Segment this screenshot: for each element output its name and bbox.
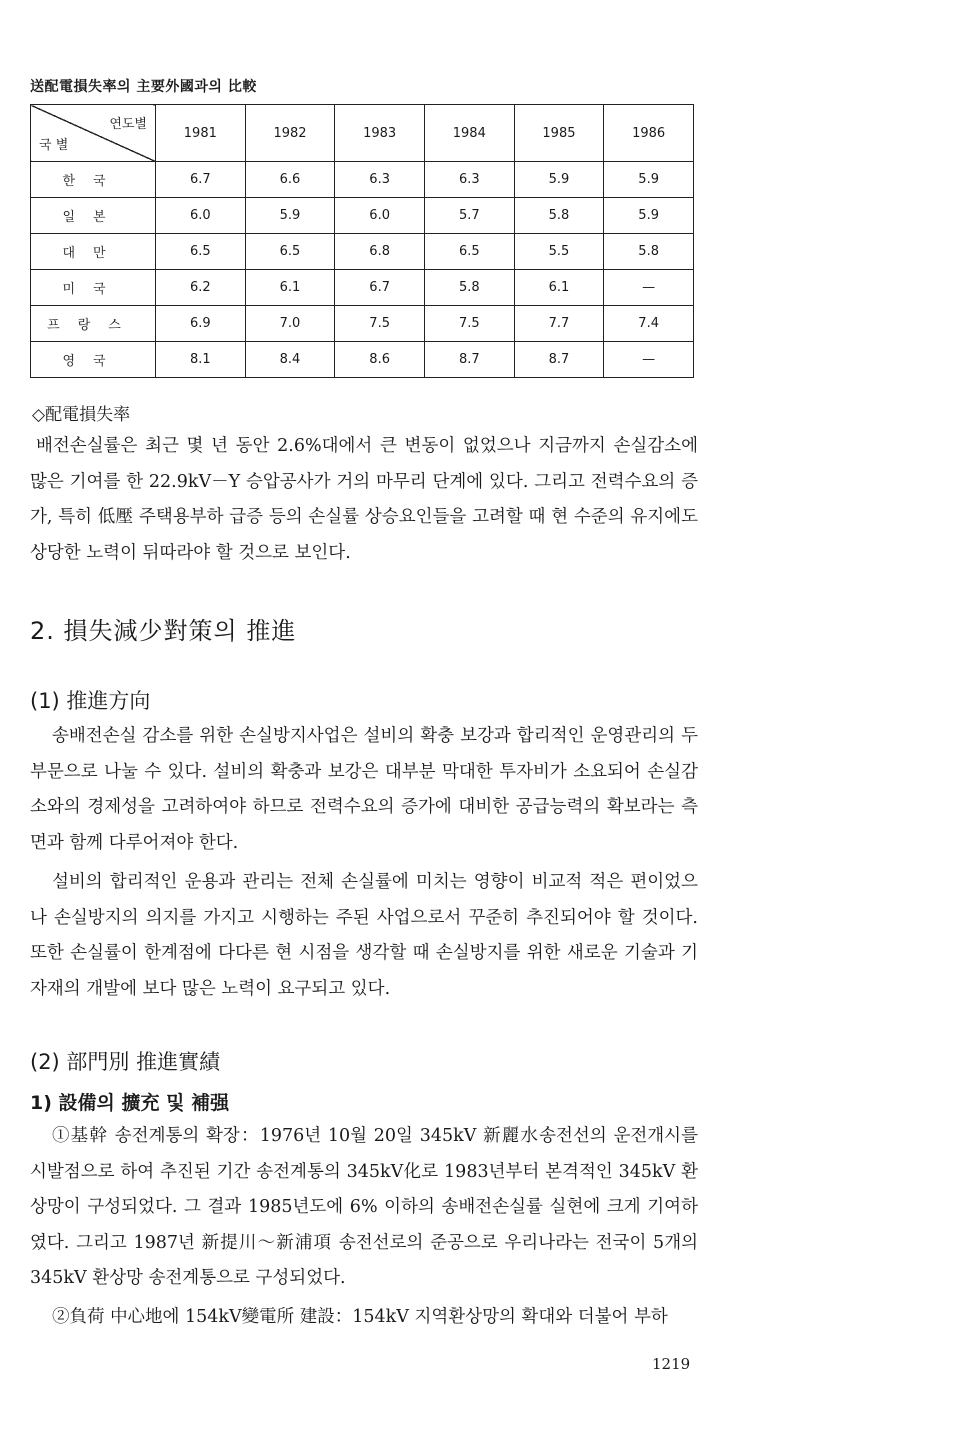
value-cell: 5.8 bbox=[514, 198, 604, 234]
value-cell: 6.7 bbox=[156, 162, 246, 198]
distribution-loss-subheading: ◇配電損失率 bbox=[32, 405, 131, 425]
value-cell: 5.9 bbox=[604, 162, 694, 198]
table-row bbox=[31, 342, 694, 378]
table-row bbox=[31, 198, 694, 234]
country-cell: 대만 bbox=[31, 234, 156, 270]
year-axis-label: 연도별 bbox=[109, 117, 147, 132]
value-cell: 7.5 bbox=[424, 306, 514, 342]
table-row bbox=[31, 234, 694, 270]
value-cell: 8.6 bbox=[335, 342, 425, 378]
value-cell: 8.1 bbox=[156, 342, 246, 378]
value-cell: 6.9 bbox=[156, 306, 246, 342]
value-cell: 6.5 bbox=[424, 234, 514, 270]
value-cell: 6.2 bbox=[156, 270, 246, 306]
value-cell: 6.5 bbox=[245, 234, 335, 270]
subsection-heading: (2) 部門別 推進實績 bbox=[30, 1050, 221, 1074]
value-cell: 6.1 bbox=[514, 270, 604, 306]
page-number: 1219 bbox=[652, 1355, 691, 1373]
year-header: 1982 bbox=[245, 105, 335, 162]
value-cell: — bbox=[604, 270, 694, 306]
country-cell: 일본 bbox=[31, 198, 156, 234]
value-cell: 8.7 bbox=[514, 342, 604, 378]
table-row bbox=[31, 270, 694, 306]
value-cell: 6.5 bbox=[156, 234, 246, 270]
year-header: 1985 bbox=[514, 105, 604, 162]
table-caption: 送配電損失率의 主要外國과의 比較 bbox=[30, 79, 257, 95]
value-cell: 8.7 bbox=[424, 342, 514, 378]
value-cell: 6.0 bbox=[156, 198, 246, 234]
value-cell: 5.9 bbox=[604, 198, 694, 234]
value-cell: 5.8 bbox=[424, 270, 514, 306]
country-cell: 영국 bbox=[31, 342, 156, 378]
value-cell: 5.9 bbox=[245, 198, 335, 234]
value-cell: 7.4 bbox=[604, 306, 694, 342]
value-cell: 7.5 bbox=[335, 306, 425, 342]
value-cell: 6.6 bbox=[245, 162, 335, 198]
year-header: 1984 bbox=[424, 105, 514, 162]
loss-rate-comparison-table bbox=[30, 104, 694, 378]
country-cell: 한국 bbox=[31, 162, 156, 198]
table-header-row bbox=[31, 105, 694, 162]
country-axis-label: 국 별 bbox=[39, 138, 69, 153]
table-row bbox=[31, 162, 694, 198]
value-cell: 5.9 bbox=[514, 162, 604, 198]
value-cell: 5.7 bbox=[424, 198, 514, 234]
value-cell: 6.3 bbox=[335, 162, 425, 198]
value-cell: 7.0 bbox=[245, 306, 335, 342]
value-cell: 6.3 bbox=[424, 162, 514, 198]
substation-paragraph: ②負荷 中心地에 154kV變電所 建設：154kV 지역환상망의 확대와 더불어 부하 bbox=[52, 1307, 668, 1327]
value-cell: 8.4 bbox=[245, 342, 335, 378]
value-cell: — bbox=[604, 342, 694, 378]
subsection-heading: (1) 推進方向 bbox=[30, 689, 151, 713]
value-cell: 7.7 bbox=[514, 306, 604, 342]
value-cell: 6.1 bbox=[245, 270, 335, 306]
country-cell: 미국 bbox=[31, 270, 156, 306]
year-header: 1986 bbox=[604, 105, 694, 162]
section-heading: 2. 損失減少對策의 推進 bbox=[30, 617, 297, 645]
promotion-direction-paragraph: 송배전손실 감소를 위한 손실방지사업은 설비의 확충 보강과 합리적인 운영관리의 두 부문으로 나눌 수 있다. 설비의 확충과 보강은 대부분 막대한 투자비가 소요되어 손실감소와의 경제성을 고려하여야 하므로 전력수요의 증가에 대비한 공급능력의 확보라는 측면과 함께 다루어져야 한다. bbox=[30, 726, 698, 853]
year-header: 1981 bbox=[156, 105, 246, 162]
year-header: 1983 bbox=[335, 105, 425, 162]
distribution-loss-paragraph: 배전손실률은 최근 몇 년 동안 2.6%대에서 큰 변동이 없었으나 지금까지 손실감소에 많은 기여를 한 22.9kV－Y 승압공사가 거의 마무리 단계에 있다. 그리고 전력수요의 증가, 특히 低壓 주택용부하 급증 등의 손실률 상승요인들을 고려할 때 현 수준의 유지에도 상당한 노력이 뒤따라야 할 것으로 보인다. bbox=[30, 436, 698, 563]
table-row bbox=[31, 306, 694, 342]
table-corner-cell bbox=[31, 105, 156, 162]
value-cell: 5.8 bbox=[604, 234, 694, 270]
value-cell: 6.7 bbox=[335, 270, 425, 306]
value-cell: 5.5 bbox=[514, 234, 604, 270]
trunk-transmission-paragraph: ①基幹 송전계통의 확장：1976년 10월 20일 345kV 新麗水송전선의 운전개시를 시발점으로 하여 추진된 기간 송전계통의 345kV化로 1983년부터 본격적인 345kV 환상망이 구성되었다. 그 결과 1985년도에 6% 이하의 송배전손실률 실현에 크게 기여하였다. 그리고 1987년 新提川～新浦項 송전선로의 준공으로 우리나라는 전국이 5개의 345kV 환상망 송전계통으로 구성되었다. bbox=[30, 1126, 698, 1288]
subsubsection-heading: 1) 設備의 擴充 및 補强 bbox=[30, 1092, 230, 1114]
operation-management-paragraph: 설비의 합리적인 운용과 관리는 전체 손실률에 미치는 영향이 비교적 적은 편이었으나 손실방지의 의지를 가지고 시행하는 주된 사업으로서 꾸준히 추진되어야 할 것이다. 또한 손실률이 한계점에 다다른 현 시점을 생각할 때 손실방지를 위한 새로운 기술과 기자재의 개발에 보다 많은 노력이 요구되고 있다. bbox=[30, 872, 698, 999]
value-cell: 6.0 bbox=[335, 198, 425, 234]
value-cell: 6.8 bbox=[335, 234, 425, 270]
country-cell: 프랑스 bbox=[31, 306, 156, 342]
